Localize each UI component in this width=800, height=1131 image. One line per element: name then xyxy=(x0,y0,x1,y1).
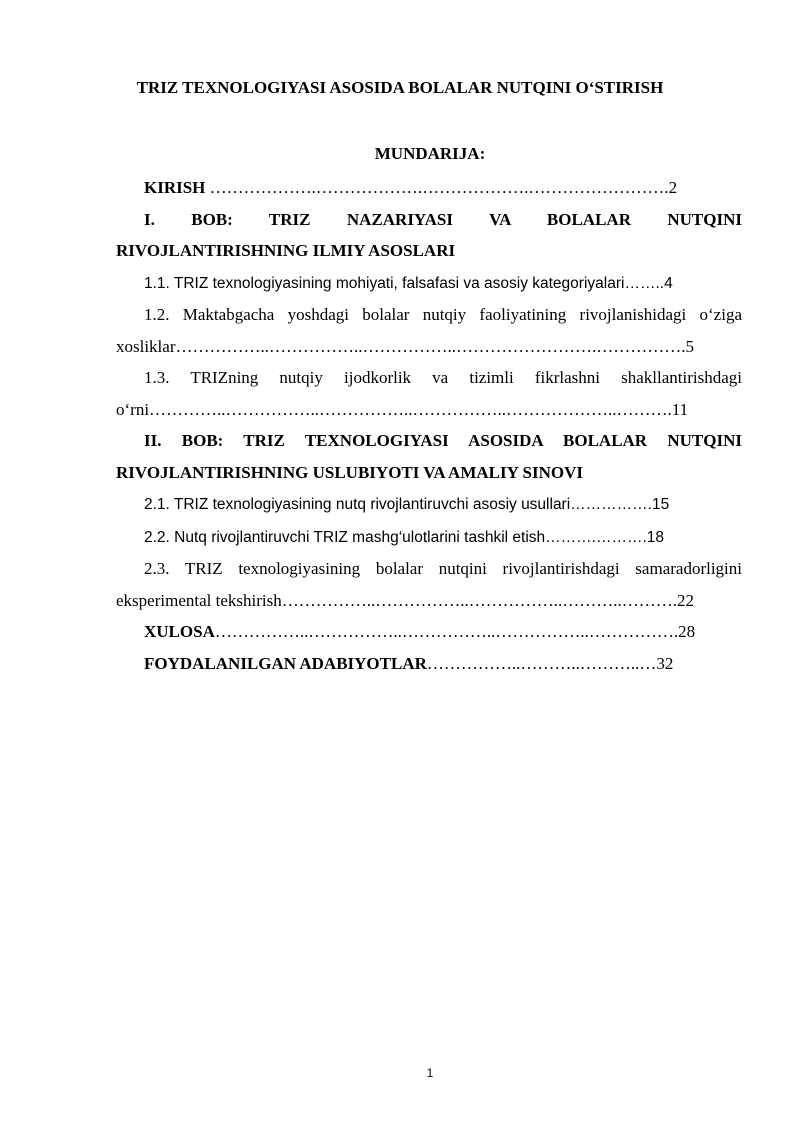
toc-entry-references[interactable] xyxy=(116,648,742,680)
toc-entry-2-2-page: 18 xyxy=(646,528,665,546)
toc-entry-2-1-page: 15 xyxy=(651,496,670,513)
toc-entry-1-1[interactable] xyxy=(116,267,742,300)
toc-entry-2-1-label: 2.1. TRIZ texnologiyasining nutq rivojlantiruvchi asosiy usullari……………. xyxy=(144,496,652,513)
toc-entry-1-3[interactable] xyxy=(116,362,742,425)
toc-entry-2-3-page: 22 xyxy=(676,590,694,610)
toc-entry-conclusion[interactable] xyxy=(116,616,742,648)
toc-entry-1-2[interactable] xyxy=(116,299,742,362)
toc-entry-references-label: FOYDALANILGAN ADABIYOTLAR xyxy=(144,653,427,673)
toc-entry-1-3-label: 1.3. TRIZning nutqiy ijodkorlik va tizimli fikrlashni shakllantirishdagi o‘rni…………..……………..……………..……………..………………..………. xyxy=(116,368,742,419)
toc-entry-2-1[interactable] xyxy=(116,488,742,521)
toc-entry-1-3-page: 11 xyxy=(671,399,689,419)
toc-entry-1-2-label: 1.2. Maktabgacha yoshdagi bolalar nutqiy faoliyatining rivojlanishidagi o‘ziga xosliklar……………..……………..……………..…………………….……………. xyxy=(116,305,742,356)
toc-entry-references-leader: ……………..………..………..… xyxy=(426,653,657,673)
toc-entry-1-1-page: 4 xyxy=(664,274,673,292)
toc-entry-1-2-page: 5 xyxy=(685,336,694,356)
toc-entry-intro-page: 2 xyxy=(668,178,678,197)
toc-chapter-2[interactable] xyxy=(116,425,742,488)
toc-heading: MUNDARIJA: xyxy=(374,144,486,163)
toc-entry-2-3[interactable] xyxy=(116,553,742,616)
toc-chapter-1-label: I. BOB: TRIZ NAZARIYASI VA BOLALAR NUTQINI RIVOJLANTIRISHNING ILMIY ASOSLARI xyxy=(116,209,742,260)
toc-entry-intro[interactable] xyxy=(116,172,742,204)
toc-entry-2-2[interactable] xyxy=(116,521,742,554)
toc-entry-conclusion-leader: ……………..……………..……………..……………..……………. xyxy=(214,622,679,641)
toc-entry-references-page: 32 xyxy=(656,653,674,673)
toc-entry-conclusion-label: XULOSA xyxy=(144,622,215,641)
toc-entry-2-3-label: 2.3. TRIZ texnologiyasining bolalar nutqini rivojlantirishdagi samaradorligini eksperimental tekshirish……………..……………..……………..………..………. xyxy=(116,559,742,610)
toc-entry-intro-label: KIRISH xyxy=(144,178,206,197)
document-title: TRIZ TEXNOLOGIYASI ASOSIDA BOLALAR NUTQINI O‘STIRISH xyxy=(136,78,664,97)
toc-chapter-2-label: II. BOB: TRIZ TEXNOLOGIYASI ASOSIDA BOLALAR NUTQINI RIVOJLANTIRISHNING USLUBIYOTI VA AMALIY SINOVI xyxy=(116,431,742,482)
toc-entry-2-2-label: 2.2. Nutq rivojlantiruvchi TRIZ mashg‘ulotlarini tashkil etish……….………. xyxy=(144,528,647,546)
table-of-contents xyxy=(116,172,742,679)
toc-chapter-1[interactable] xyxy=(116,204,742,267)
toc-entry-conclusion-page: 28 xyxy=(678,622,696,641)
page-number: 1 xyxy=(426,1066,434,1080)
toc-entry-1-1-label: 1.1. TRIZ texnologiyasining mohiyati, falsafasi va asosiy kategoriyalari…….. xyxy=(144,274,665,292)
toc-entry-intro-leader: ……………….……………….……………….……………………. xyxy=(205,178,669,197)
